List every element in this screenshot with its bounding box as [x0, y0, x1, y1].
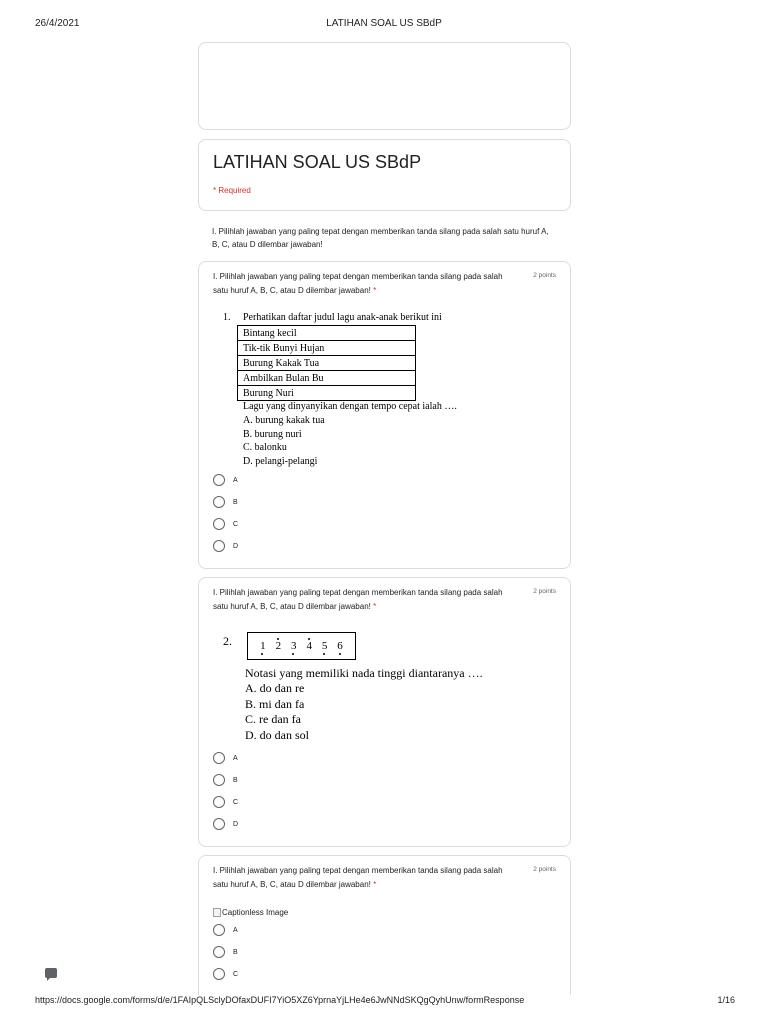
- radio-option-c[interactable]: [213, 967, 238, 981]
- radio-label: A: [233, 754, 238, 762]
- high-dot-icon: [308, 638, 310, 640]
- radio-option-a[interactable]: [213, 923, 238, 937]
- page-number: 1/16: [717, 995, 735, 1005]
- print-header: [0, 18, 768, 32]
- choice-text: C. balonku: [243, 442, 287, 453]
- radio-circle-icon[interactable]: [213, 796, 225, 808]
- choice-text: C. re dan fa: [245, 712, 301, 726]
- song-cell: Tik-tik Bunyi Hujan: [238, 341, 416, 356]
- question-points: 2 points: [533, 866, 556, 873]
- print-footer: [0, 995, 768, 1009]
- radio-label: A: [233, 926, 238, 934]
- question-number: 1.: [223, 312, 231, 323]
- choice-text: B. mi dan fa: [245, 696, 305, 711]
- radio-circle-icon[interactable]: [213, 818, 225, 830]
- radio-option-d[interactable]: [213, 817, 238, 831]
- choice-text: A. do dan re: [245, 681, 305, 695]
- radio-option-a[interactable]: [213, 473, 238, 487]
- notation-note: [305, 641, 314, 652]
- form-title: LATIHAN SOAL US SBdP: [213, 152, 422, 172]
- low-dot-icon: [292, 653, 294, 655]
- low-dot-icon: [339, 653, 341, 655]
- radio-circle-icon[interactable]: [213, 474, 225, 486]
- radio-circle-icon[interactable]: [213, 946, 225, 958]
- radio-circle-icon[interactable]: [213, 496, 225, 508]
- notation-note: [320, 641, 329, 652]
- radio-option-b[interactable]: [213, 495, 238, 509]
- question-points: 2 points: [533, 272, 556, 279]
- radio-circle-icon[interactable]: [213, 752, 225, 764]
- notation-note: [289, 641, 298, 652]
- note-digit: 6: [337, 639, 343, 652]
- question-card-2: [198, 577, 571, 847]
- radio-label: D: [233, 542, 239, 550]
- question-number: 2.: [223, 634, 232, 648]
- radio-label: D: [233, 820, 239, 828]
- notation-note: [274, 641, 283, 652]
- note-digit: 1: [260, 639, 266, 652]
- required-star: *: [373, 602, 377, 611]
- section-description: I. Pilihlah jawaban yang paling tepat dengan memberikan tanda silang pada salah satu huruf A, B, C, atau D dilembar jawaban!: [212, 227, 549, 249]
- low-dot-icon: [261, 653, 263, 655]
- captionless-image: [213, 908, 288, 917]
- broken-image-icon: [213, 908, 221, 917]
- question-text-body: I. Pilihlah jawaban yang paling tepat dengan memberikan tanda silang pada salah satu huruf A, B, C, atau D dilembar jawaban!: [213, 272, 503, 295]
- note-digit: 2: [275, 639, 282, 652]
- form-title-card: [198, 139, 571, 211]
- radio-label: A: [233, 476, 238, 484]
- notation-note: [336, 641, 345, 652]
- required-note: * Required: [213, 186, 251, 195]
- question-choices: [245, 681, 309, 743]
- choice-text: D. do dan sol: [245, 727, 309, 742]
- radio-circle-icon[interactable]: [213, 968, 225, 980]
- required-star: *: [373, 286, 377, 295]
- note-digit: 4: [306, 639, 312, 652]
- question-prompt: Notasi yang memiliki nada tinggi diantaranya ….: [245, 666, 483, 680]
- radio-option-b[interactable]: [213, 773, 238, 787]
- question-lead: Perhatikan daftar judul lagu anak-anak berikut ini: [243, 312, 442, 323]
- note-digit: 5: [321, 639, 328, 652]
- form-banner: [198, 42, 571, 130]
- song-cell: Ambilkan Bulan Bu: [238, 371, 416, 386]
- feedback-chat-icon[interactable]: [45, 968, 57, 978]
- song-cell: Burung Nuri: [238, 386, 416, 401]
- question-text: [213, 586, 509, 614]
- radio-circle-icon[interactable]: [213, 924, 225, 936]
- print-title: LATIHAN SOAL US SBdP: [326, 18, 442, 29]
- question-text: [213, 270, 509, 298]
- note-digit: 3: [291, 639, 297, 652]
- song-cell: Burung Kakak Tua: [238, 356, 416, 371]
- radio-circle-icon[interactable]: [213, 774, 225, 786]
- radio-label: B: [233, 948, 238, 956]
- choice-text: B. burung nuri: [243, 428, 302, 440]
- radio-label: C: [233, 970, 239, 978]
- question-prompt: Lagu yang dinyanyikan dengan tempo cepat ialah ….: [243, 401, 457, 412]
- radio-label: C: [233, 520, 239, 528]
- radio-circle-icon[interactable]: [213, 540, 225, 552]
- question-choices: [243, 414, 325, 468]
- image-alt-text: Captionless Image: [222, 908, 289, 917]
- radio-label: B: [233, 498, 238, 506]
- radio-circle-icon[interactable]: [213, 518, 225, 530]
- question-card-1: [198, 261, 571, 569]
- radio-option-d[interactable]: [213, 539, 238, 553]
- high-dot-icon: [277, 638, 279, 640]
- radio-option-a[interactable]: [213, 751, 238, 765]
- choice-text: A. burung kakak tua: [243, 415, 325, 426]
- question-points: 2 points: [533, 588, 556, 595]
- required-star: *: [373, 880, 377, 889]
- page-url: https://docs.google.com/forms/d/e/1FAIpQLSclyDOfaxDUFI7YiO5XZ6YprnaYjLHe4e6JwNNdSKQgQyhUnw/formResponse: [35, 995, 525, 1005]
- question-text-body: I. Pilihlah jawaban yang paling tepat dengan memberikan tanda silang pada salah satu huruf A, B, C, atau D dilembar jawaban!: [213, 866, 503, 889]
- music-notation-box: [247, 632, 356, 660]
- radio-option-b[interactable]: [213, 945, 238, 959]
- question-text-body: I. Pilihlah jawaban yang paling tepat dengan memberikan tanda silang pada salah satu huruf A, B, C, atau D dilembar jawaban!: [213, 588, 503, 611]
- low-dot-icon: [323, 653, 325, 655]
- radio-option-c[interactable]: [213, 795, 238, 809]
- song-cell: Bintang kecil: [238, 326, 416, 341]
- choice-text: D. pelangi-pelangi: [243, 455, 318, 467]
- question-card-3: [198, 855, 571, 995]
- song-list-table: [237, 325, 416, 401]
- print-date: 26/4/2021: [35, 18, 80, 29]
- question-text: [213, 864, 509, 892]
- radio-label: B: [233, 776, 238, 784]
- radio-option-c[interactable]: [213, 517, 238, 531]
- notation-note: [258, 641, 267, 652]
- radio-label: C: [233, 798, 239, 806]
